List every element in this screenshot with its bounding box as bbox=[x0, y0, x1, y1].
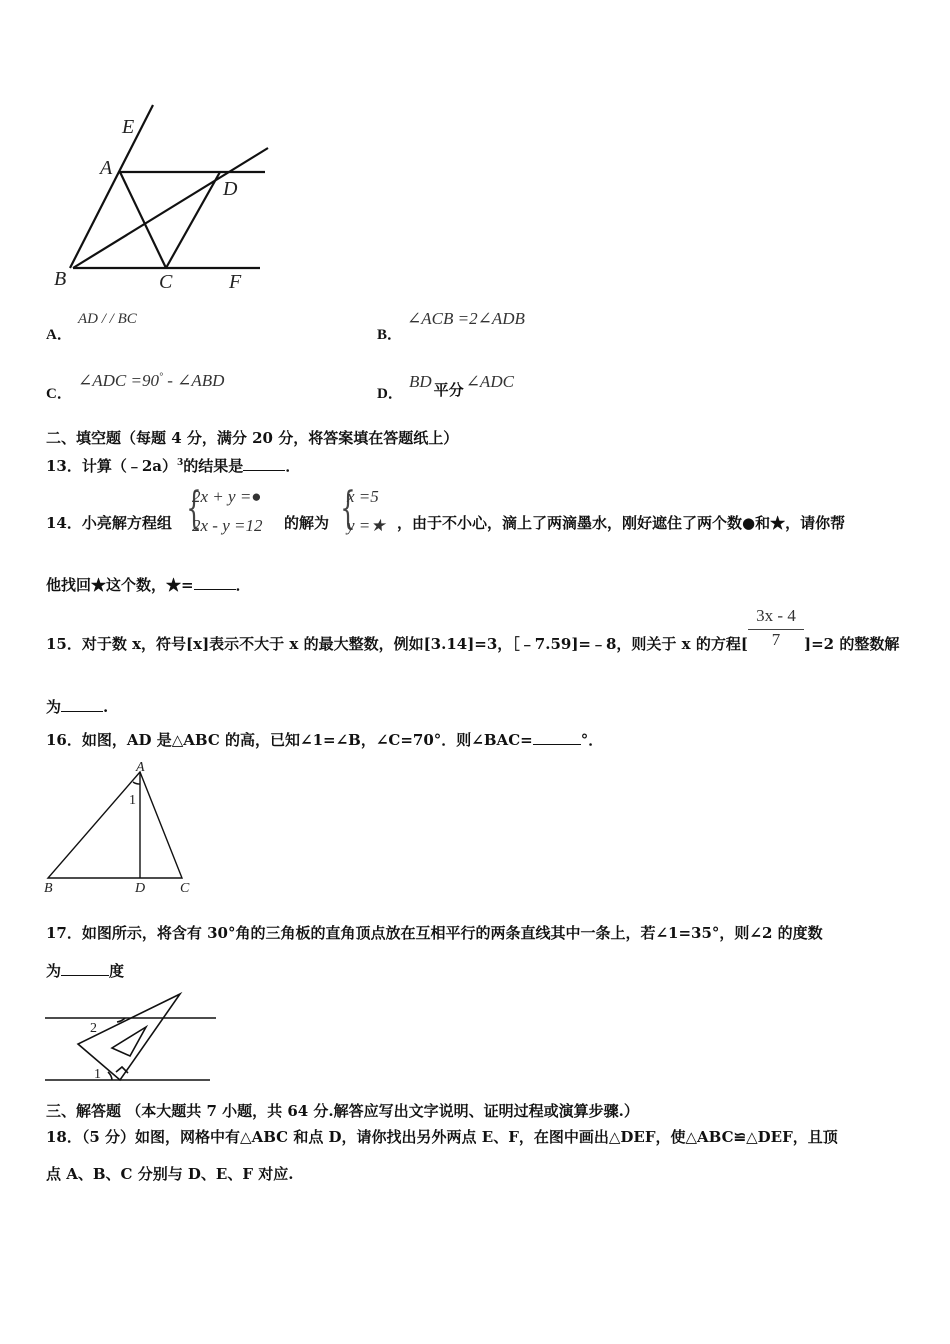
triangle-abc-figure bbox=[40, 758, 205, 898]
q16-text: 16．如图，AD 是△ABC 的高，已知∠1=∠B，∠C=70°．则∠BAC= bbox=[46, 731, 533, 749]
q18-line2: 点 A、B、C 分别与 D、E、F 对应. bbox=[46, 1165, 294, 1183]
q14-sol2: y =★ bbox=[347, 516, 386, 535]
label-d: D bbox=[135, 881, 146, 896]
label-a: A bbox=[100, 157, 113, 179]
triangle-ruler-inner bbox=[112, 1027, 146, 1056]
triangle-abc bbox=[48, 772, 182, 878]
label-f: F bbox=[229, 271, 242, 293]
q14-eq1: 2x + y =● bbox=[192, 487, 262, 506]
q13-sup: 3 bbox=[177, 458, 184, 468]
label-e: E bbox=[122, 116, 135, 138]
label-c: C bbox=[180, 881, 190, 896]
option-c[interactable] bbox=[46, 382, 72, 403]
q14-answer-blank[interactable] bbox=[194, 575, 236, 590]
angle-1-arc bbox=[133, 782, 140, 784]
q13-pre: 13．计算（﹣2a） bbox=[46, 457, 178, 475]
label-d: D bbox=[223, 178, 238, 200]
q14-end: ． bbox=[235, 576, 251, 594]
option-d[interactable] bbox=[377, 382, 403, 403]
q15-denominator: 7 bbox=[771, 630, 781, 649]
q17-line2-post: 度 bbox=[109, 962, 125, 980]
q13 bbox=[46, 453, 300, 476]
option-c-degree: ° bbox=[158, 371, 163, 383]
label-2: 2 bbox=[90, 1021, 97, 1036]
section3-heading: 三、解答题 （本大题共 7 小题，共 64 分.解答应写出文字说明、证明过程或演算步骤.） bbox=[46, 1102, 639, 1120]
q17-line2-pre: 为 bbox=[46, 962, 62, 980]
option-b[interactable] bbox=[377, 323, 402, 344]
option-b-math: ∠ACB =2∠ADB bbox=[407, 309, 525, 328]
option-a[interactable] bbox=[46, 323, 72, 344]
q18-line1: 18．（5 分）如图，网格中有△ABC 和点 D，请你找出另外两点 E、F，在图中画出△DEF，使△ABC≌△DEF，且顶 bbox=[46, 1128, 838, 1146]
option-d-math-b: ∠ADC bbox=[465, 372, 514, 391]
line-ac bbox=[120, 172, 166, 268]
line-cd bbox=[166, 172, 220, 268]
q17-line2 bbox=[46, 961, 124, 981]
q13-end: ． bbox=[285, 457, 301, 475]
q14-solution-brace: { bbox=[340, 483, 356, 534]
label-c: C bbox=[159, 271, 173, 293]
q14-eq2: 2x - y =12 bbox=[192, 516, 263, 535]
q14-system-brace: { bbox=[186, 483, 202, 534]
option-b-letter: B． bbox=[377, 327, 403, 343]
parallelogram-figure bbox=[40, 95, 280, 300]
label-1: 1 bbox=[94, 1067, 101, 1082]
section2-heading: 二、填空题（每题 4 分，满分 20 分，将答案填在答题纸上） bbox=[46, 429, 459, 447]
q16-end: °． bbox=[580, 731, 604, 749]
q15-line2 bbox=[46, 697, 108, 717]
q15-numerator: 3x - 4 bbox=[756, 606, 796, 625]
option-d-word: 平分 bbox=[433, 381, 464, 399]
q15-line2-text: 为 bbox=[46, 698, 62, 716]
label-a: A bbox=[136, 760, 145, 775]
q17-answer-blank[interactable] bbox=[61, 961, 109, 976]
option-a-letter: A． bbox=[46, 327, 72, 343]
q17-line1: 17．如图所示，将含有 30°角的三角板的直角顶点放在互相平行的两条直线其中一条上，若∠1=35°，则∠2 的度数 bbox=[46, 924, 823, 942]
q15-pre: 15．对于数 x，符号[x]表示不大于 x 的最大整数，例如[3.14]=3，［﹣7.59]=﹣8，则关于 x 的方程[ bbox=[46, 635, 748, 653]
label-1: 1 bbox=[129, 793, 136, 808]
option-a-math: AD / / BC bbox=[78, 311, 137, 327]
q15-post: ]=2 的整数解 bbox=[804, 635, 900, 653]
q15-answer-blank[interactable] bbox=[61, 697, 103, 712]
set-square-figure bbox=[40, 990, 225, 1085]
q14-post: ，由于不小心，滴上了两滴墨水，刚好遮住了两个数●和★，请你帮 bbox=[397, 514, 846, 532]
q13-answer-blank[interactable] bbox=[243, 456, 285, 471]
q16 bbox=[46, 730, 603, 750]
q15-end: . bbox=[103, 698, 109, 716]
label-b: B bbox=[54, 268, 67, 290]
option-d-letter: D． bbox=[377, 386, 403, 402]
q14-line2-text: 他找回★这个数，★= bbox=[46, 576, 194, 594]
option-c-letter: C． bbox=[46, 386, 72, 402]
q13-post: 的结果是 bbox=[183, 457, 244, 475]
q14-mid: 的解为 bbox=[284, 514, 330, 532]
label-b: B bbox=[44, 881, 53, 896]
option-c-math-b: - ∠ABD bbox=[162, 371, 225, 390]
q14-line2 bbox=[46, 575, 251, 595]
q14-sol1: x =5 bbox=[347, 487, 379, 506]
q16-answer-blank[interactable] bbox=[533, 730, 581, 745]
option-d-math-a: BD bbox=[409, 372, 432, 391]
q14-pre: 14．小亮解方程组 bbox=[46, 514, 172, 532]
option-d-content bbox=[409, 372, 514, 399]
option-c-math-a: ∠ADC =90 bbox=[78, 371, 159, 390]
option-c-math bbox=[78, 371, 224, 391]
q15-fraction bbox=[748, 606, 804, 650]
